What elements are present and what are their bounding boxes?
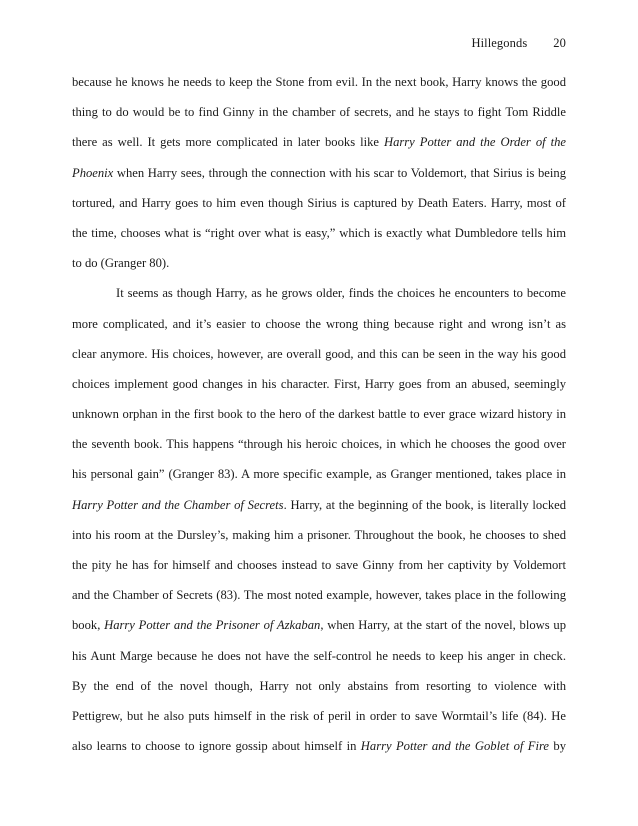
- text-line: [72, 188, 566, 218]
- text-line: [72, 671, 566, 701]
- text-line: [72, 158, 566, 188]
- italic-title: Phoenix: [72, 165, 114, 180]
- text-span: the pity he has for himself and chooses instead to save Ginny from her captivity by Voldemort: [72, 558, 566, 572]
- italic-title: Harry Potter and the Order of the: [383, 135, 566, 150]
- text-span: by: [549, 739, 566, 754]
- text-line: [72, 218, 566, 248]
- text-span: the time, chooses what is “right over what is easy,” which is exactly what Dumbledore tells him: [72, 225, 566, 240]
- text-span: to do (Granger 80).: [72, 256, 170, 271]
- author-name: Hillegonds: [471, 36, 528, 50]
- text-span: thing to do would be to find Ginny in the chamber of secrets, and he stays to fight Tom Riddle: [72, 105, 566, 120]
- text-span: tortured, and Harry goes to him even though Sirius is captured by Death Eaters. Harry, most of: [72, 195, 566, 210]
- text-line: [72, 610, 566, 640]
- text-line: [72, 67, 566, 97]
- text-span: his Aunt Marge because he does not have the self-control he needs to keep his anger in check.: [72, 648, 566, 663]
- text-span: his personal gain” (Granger 83). A more specific example, as Granger mentioned, takes place in: [72, 467, 566, 482]
- text-span: the seventh book. This happens “through his heroic choices, in which he chooses the good over: [72, 437, 566, 452]
- text-span: when Harry sees, through the connection with his scar to Voldemort, that Sirius is being: [113, 165, 566, 180]
- text-span: into his room at the Dursley’s, making him a prisoner. Throughout the book, he chooses to shed: [72, 527, 566, 542]
- text-span: It seems as though Harry, as he grows older, finds the choices he encounters to become: [116, 286, 566, 301]
- italic-title: Harry Potter and the Prisoner of Azkaban: [104, 618, 321, 633]
- text-line: [72, 278, 566, 308]
- text-span: , when Harry, at the start of the novel, blows up: [320, 618, 567, 633]
- text-span: also learns to choose to ignore gossip about himself in: [72, 739, 361, 754]
- italic-title: Harry Potter and the Goblet of Fire: [360, 739, 549, 754]
- text-span: book,: [72, 618, 105, 633]
- text-line: [72, 731, 566, 761]
- text-line: [72, 127, 566, 157]
- text-span: there as well. It gets more complicated in later books like: [72, 135, 384, 150]
- text-line: [72, 641, 566, 671]
- italic-title: Harry Potter and the Chamber of Secrets: [72, 497, 284, 512]
- text-line: [72, 520, 566, 550]
- text-span: Pettigrew, but he also puts himself in the risk of peril in order to save Wormtail’s life (84). He: [72, 708, 566, 723]
- text-line: [72, 490, 566, 520]
- text-line: [72, 580, 566, 610]
- running-head: [471, 36, 566, 51]
- text-span: By the end of the novel though, Harry not only abstains from resorting to violence with: [72, 678, 566, 693]
- text-span: unknown orphan in the first book to the hero of the darkest battle to ever grace wizard history in: [72, 407, 566, 422]
- text-span: . Harry, at the beginning of the book, is literally locked: [283, 497, 567, 512]
- text-line: [72, 309, 566, 339]
- text-span: choices implement good changes in his character. First, Harry goes from an abused, seemingly: [72, 376, 566, 391]
- text-span: clear anymore. His choices, however, are overall good, and this can be seen in the way his good: [72, 346, 566, 361]
- text-span: because he knows he needs to keep the Stone from evil. In the next book, Harry knows the good: [72, 75, 566, 89]
- text-line: [72, 97, 566, 127]
- body-text: [72, 67, 566, 761]
- page-number: 20: [553, 36, 566, 50]
- text-line: [72, 339, 566, 369]
- text-line: [72, 459, 566, 489]
- text-line: [72, 701, 566, 731]
- text-line: [72, 369, 566, 399]
- text-span: and the Chamber of Secrets (83). The most noted example, however, takes place in the following: [72, 588, 566, 603]
- text-line: [72, 429, 566, 459]
- text-line: [72, 248, 566, 278]
- text-line: [72, 550, 566, 580]
- text-line: [72, 399, 566, 429]
- text-span: more complicated, and it’s easier to choose the wrong thing because right and wrong isn’t as: [72, 316, 566, 331]
